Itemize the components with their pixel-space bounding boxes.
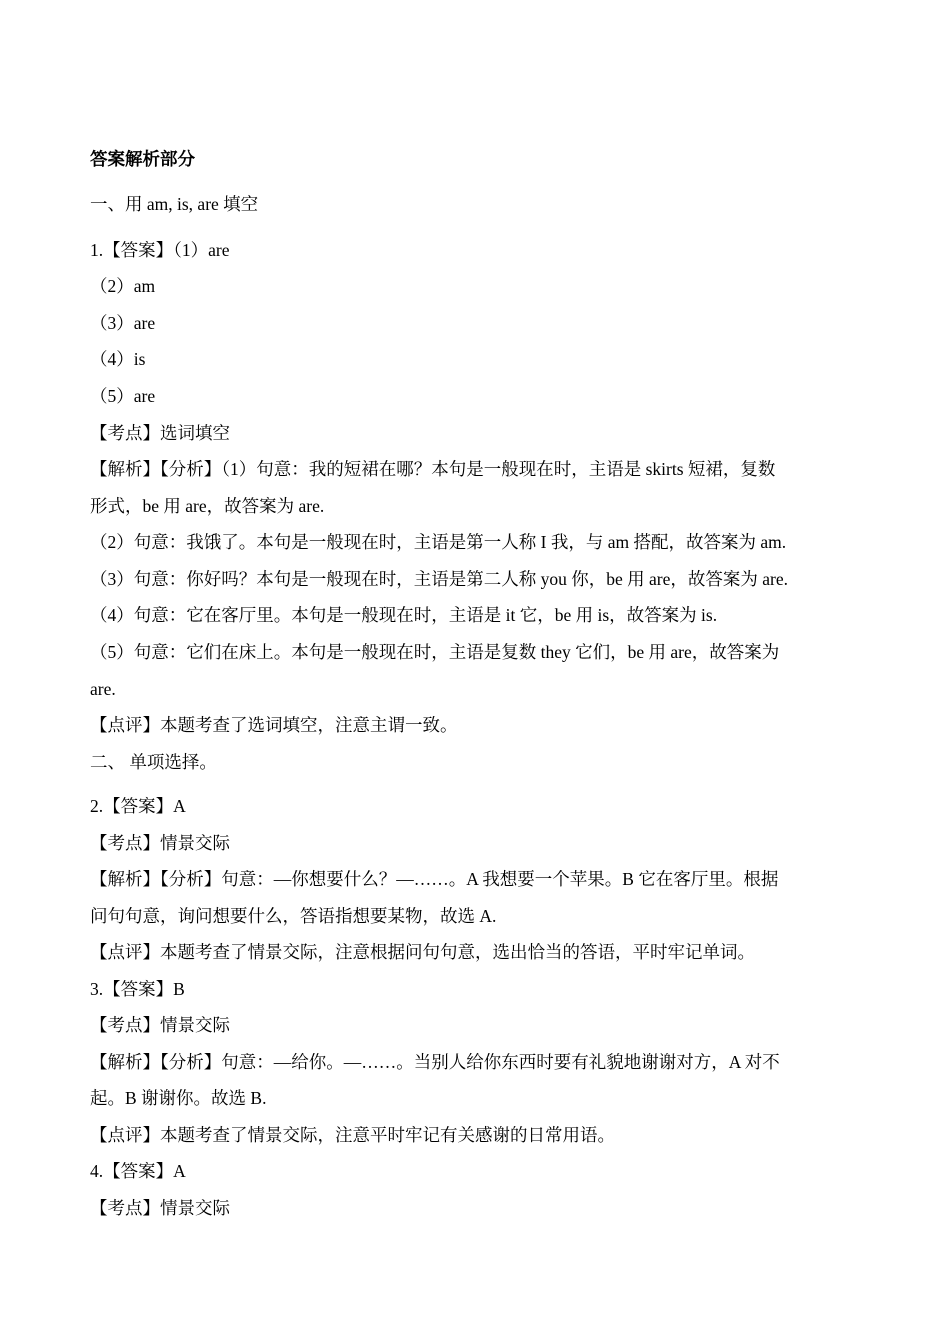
q1-answer: 1.【答案】（1）are <box>90 240 230 260</box>
q2-dianping: 【点评】本题考查了情景交际，注意根据问句句意，选出恰当的答语，平时牢记单词。 <box>90 942 755 962</box>
q3-answer: 3.【答案】B <box>90 979 185 999</box>
q1-answer-3: （3）are <box>90 313 156 333</box>
q3-jiexi-line1: 【解析】【分析】句意：—给你。—……。当别人给你东西时要有礼貌地谢谢对方，A 对不 <box>90 1052 780 1072</box>
q1-jiexi-3: （3）句意：你好吗？本句是一般现在时，主语是第二人称 you 你，be 用 are，故答案为 are. <box>90 569 788 589</box>
q4-answer: 4.【答案】A <box>90 1161 186 1181</box>
q1-jiexi-5-line2: are. <box>90 679 116 699</box>
q2-answer: 2.【答案】A <box>90 796 186 816</box>
q3-kaodian: 【考点】情景交际 <box>90 1015 230 1035</box>
q1-answer-5: （5）are <box>90 386 156 406</box>
q1-jiexi-line2: 形式，be 用 are，故答案为 are. <box>90 496 325 516</box>
q1-jiexi-4: （4）句意：它在客厅里。本句是一般现在时，主语是 it 它，be 用 is，故答案为 is. <box>90 605 718 625</box>
q2-jiexi-line2: 问句句意，询问想要什么，答语指想要某物，故选 A. <box>90 906 497 926</box>
q1-answer-2: （2）am <box>90 276 156 296</box>
q1-jiexi-line1: 【解析】【分析】（1）句意：我的短裙在哪？本句是一般现在时，主语是 skirts 短裙，复数 <box>90 459 776 479</box>
q4-kaodian: 【考点】情景交际 <box>90 1198 230 1218</box>
page-heading: 答案解析部分 <box>90 149 195 169</box>
q2-jiexi-line1: 【解析】【分析】句意：—你想要什么？—……。A 我想要一个苹果。B 它在客厅里。根据 <box>90 869 779 889</box>
q1-answer-4: （4）is <box>90 349 146 369</box>
q1-dianping: 【点评】本题考查了选词填空，注意主谓一致。 <box>90 715 458 735</box>
section-1-title: 一、用 am, is, are 填空 <box>90 194 259 214</box>
section-2-title: 二、 单项选择。 <box>90 752 217 772</box>
q3-jiexi-line2: 起。B 谢谢你。故选 B. <box>90 1088 267 1108</box>
q1-kaodian: 【考点】选词填空 <box>90 423 230 443</box>
q1-jiexi-5-line1: （5）句意：它们在床上。本句是一般现在时，主语是复数 they 它们，be 用 are，故答案为 <box>90 642 780 662</box>
q2-kaodian: 【考点】情景交际 <box>90 833 230 853</box>
q1-jiexi-2: （2）句意：我饿了。本句是一般现在时，主语是第一人称 I 我，与 am 搭配，故答案为 am. <box>90 532 787 552</box>
q3-dianping: 【点评】本题考查了情景交际，注意平时牢记有关感谢的日常用语。 <box>90 1125 615 1145</box>
